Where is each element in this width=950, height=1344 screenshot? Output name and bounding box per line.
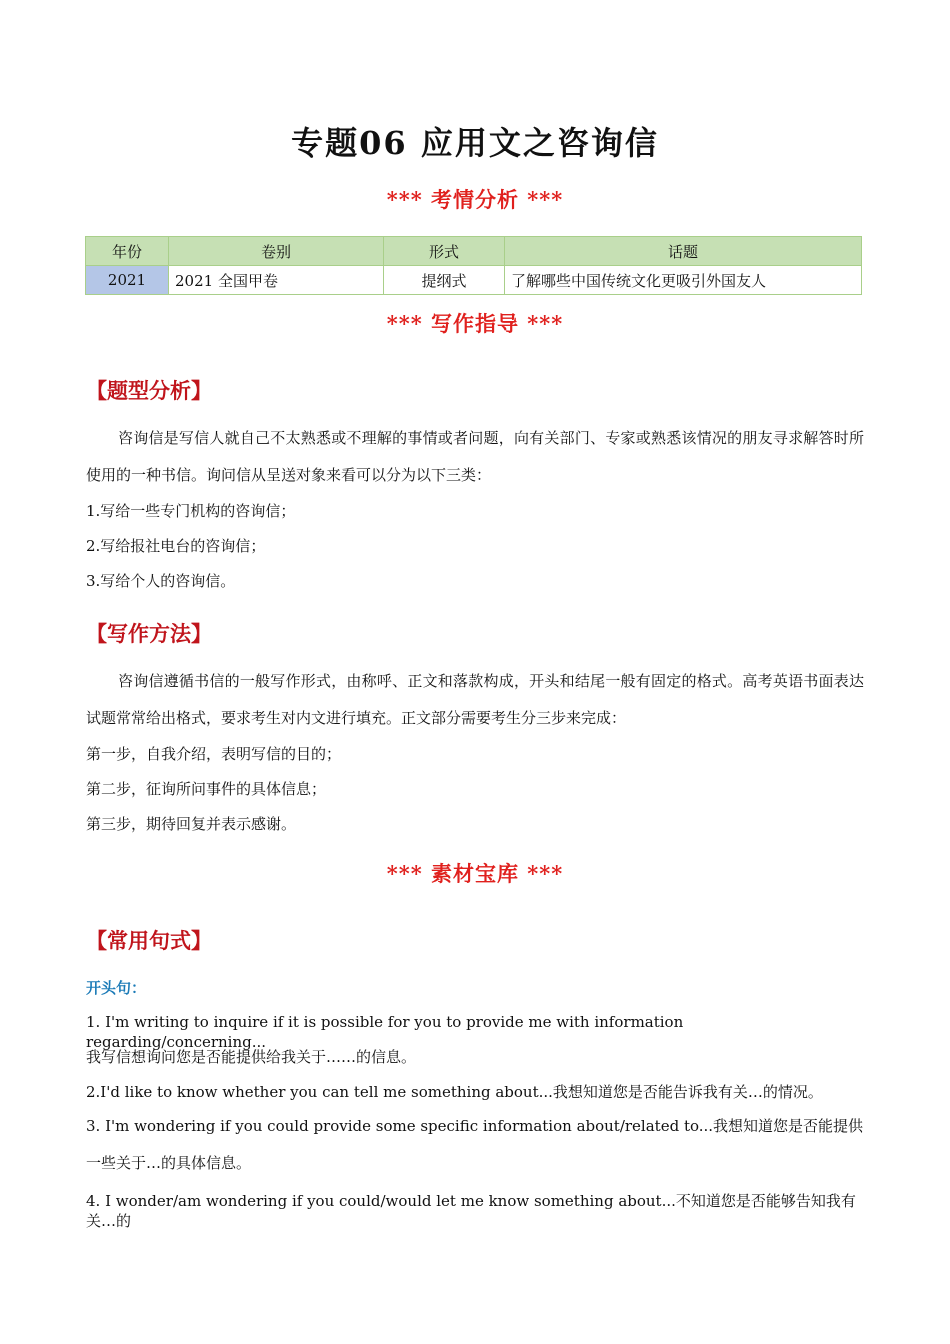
sentence-1-chinese: 我写信想询问您是否能提供给我关于……的信息。 — [86, 1048, 417, 1066]
type-item-2: 2.写给报社电台的咨询信； — [86, 537, 266, 555]
table-cell-format: 提纲式 — [384, 266, 505, 295]
method-intro: 咨询信遵循书信的一般写作形式，由称呼、正文和落款构成，开头和结尾一般有固定的格式。高考英语书面表达试题常常给出格式，要求考生对内文进行填充。正文部分需要考生分三步来完成： — [86, 672, 864, 727]
heading-writing-method: 【写作方法】 — [86, 622, 212, 646]
opening-sentences-label: 开头句： — [86, 979, 147, 997]
method-step-1: 第一步，自我介绍，表明写信的目的； — [86, 745, 342, 763]
sentence-2: 2.I'd like to know whether you can tell me something about...我想知道您是否能告诉我有关…的情况。 — [86, 1083, 823, 1101]
banner-materials: *** 素材宝库 *** — [386, 861, 564, 886]
table-header-format: 形式 — [384, 237, 505, 266]
table-header-year: 年份 — [86, 237, 169, 266]
type-item-3: 3.写给个人的咨询信。 — [86, 572, 236, 590]
table-header-row — [86, 237, 862, 266]
table-header-paper: 卷别 — [169, 237, 384, 266]
banner-exam-analysis: *** 考情分析 *** — [386, 187, 564, 212]
type-item-1: 1.写给一些专门机构的咨询信； — [86, 502, 296, 520]
banner-writing-guide: *** 写作指导 *** — [386, 311, 564, 336]
table-cell-year: 2021 — [86, 266, 169, 295]
table-cell-paper: 2021 全国甲卷 — [169, 266, 384, 295]
exam-info-table — [85, 236, 862, 295]
heading-common-sentences: 【常用句式】 — [86, 929, 212, 953]
sentence-1-english: 1. I'm writing to inquire if it is possible for you to provide me with information regarding/concerning... — [86, 1013, 684, 1051]
method-step-3: 第三步，期待回复并表示感谢。 — [86, 815, 297, 833]
heading-type-analysis: 【题型分析】 — [86, 379, 212, 403]
sentence-3: 3. I'm wondering if you could provide some specific information about/related to...我想知道您是否能提供一些关于…的具体信息。 — [86, 1117, 864, 1172]
table-row — [86, 266, 862, 295]
table-header-topic: 话题 — [505, 237, 862, 266]
type-analysis-intro: 咨询信是写信人就自己不太熟悉或不理解的事情或者问题，向有关部门、专家或熟悉该情况的朋友寻求解答时所使用的一种书信。询问信从呈送对象来看可以分为以下三类： — [86, 429, 864, 484]
document-title: 专题06 应用文之咨询信 — [291, 124, 659, 162]
method-step-2: 第二步，征询所问事件的具体信息； — [86, 780, 327, 798]
table-cell-topic: 了解哪些中国传统文化更吸引外国友人 — [505, 266, 862, 295]
sentence-4: 4. I wonder/am wondering if you could/would let me know something about...不知道您是否能够告知我有关…的 — [86, 1192, 856, 1230]
